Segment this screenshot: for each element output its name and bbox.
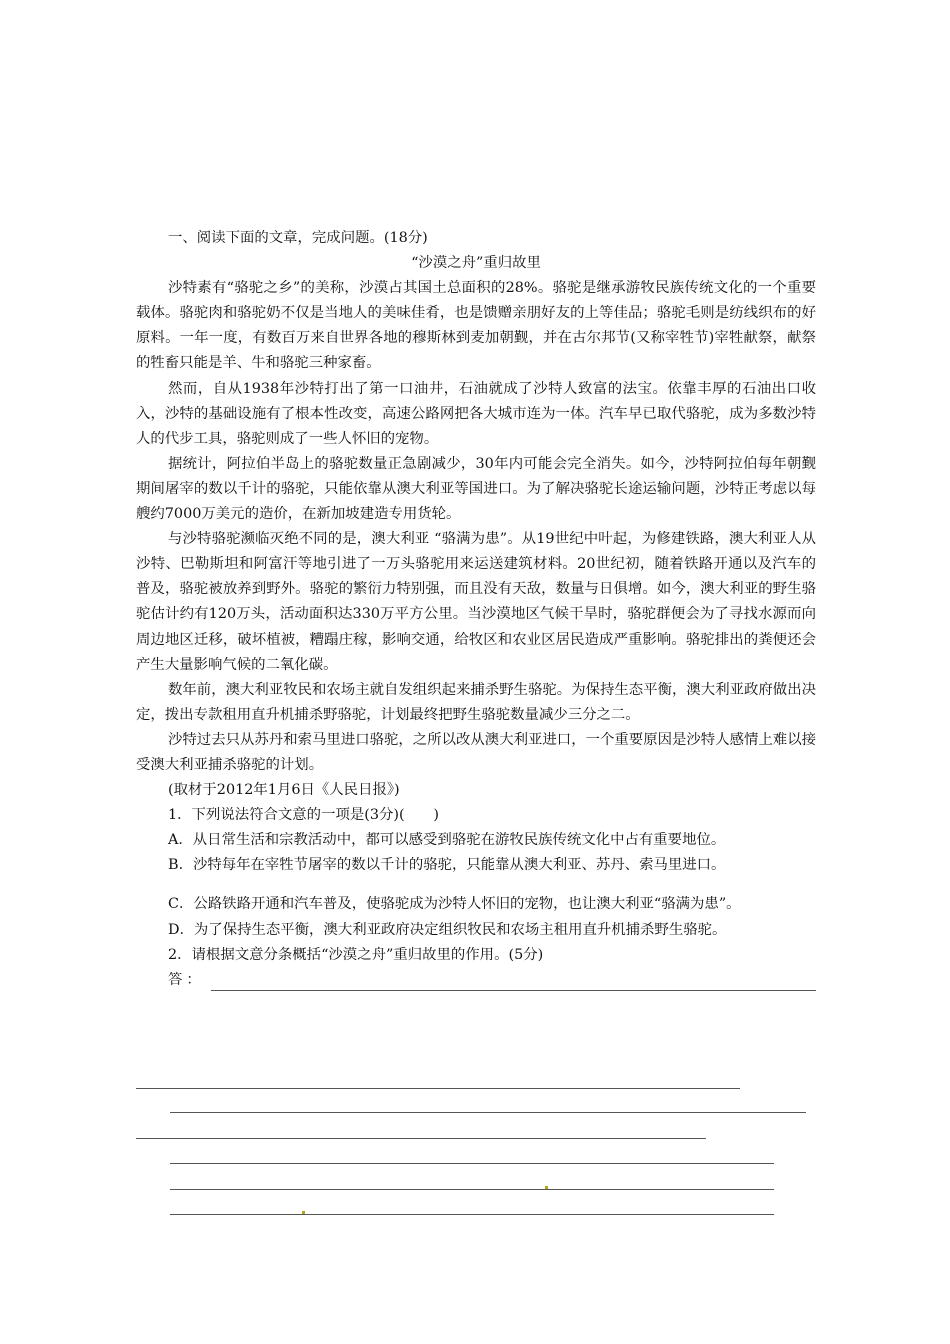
- option-d: D．为了保持生态平衡，澳大利亚政府决定组织牧民和农场主租用直升机捕杀野生骆驼。: [168, 921, 727, 938]
- answer-line-3[interactable]: [170, 1112, 806, 1113]
- article-source: (取材于2012年1月6日《人民日报》): [168, 782, 400, 799]
- question-1: 1．下列说法符合文意的一项是(3分)( ): [168, 807, 440, 824]
- scan-mark: [545, 1186, 548, 1189]
- section-heading: 一、阅读下面的文章，完成问题。(18分): [168, 230, 428, 246]
- article-paragraph-2: 然而，自从1938年沙特打出了第一口油井，石油就成了沙特人致富的法宝。依靠丰厚的石油出口收入，沙特的基础设施有了根本性改变，高速公路网把各大城市连为一体。汽车早已取代骆驼，成为多数沙特人的代步工具，骆驼则成了一些人怀旧的宠物。: [136, 380, 816, 447]
- article-paragraph-1: 沙特素有“骆驼之乡”的美称，沙漠占其国土总面积的28%。骆驼是继承游牧民族传统文化的一个重要载体。骆驼肉和骆驼奶不仅是当地人的美味佳肴，也是馈赠亲朋好友的上等佳品；骆驼毛则是纺线织布的好原料。一年一度，有数百万来自世界各地的穆斯林到麦加朝觐，并在古尔邦节(又称宰牲节)宰牲献祭，献祭的牲畜只能是羊、牛和骆驼三种家畜。: [136, 280, 816, 372]
- answer-line-5[interactable]: [170, 1163, 774, 1164]
- answer-line-7[interactable]: [170, 1214, 774, 1215]
- answer-label: 答：: [168, 971, 205, 988]
- answer-line-4[interactable]: [136, 1138, 706, 1139]
- exam-content: [136, 226, 816, 993]
- question-2: 2．请根据文意分条概括“沙漠之舟”重归故里的作用。(5分): [168, 946, 544, 963]
- answer-line-1[interactable]: [211, 990, 816, 991]
- article-title: “沙漠之舟”重归故里: [411, 255, 541, 272]
- option-b: B．沙特每年在宰牲节屠宰的数以千计的骆驼，只能靠从澳大利亚、苏丹、索马里进口。: [168, 857, 726, 874]
- article-paragraph-4: 与沙特骆驼濒临灭绝不同的是，澳大利亚 “骆满为患”。从19世纪中叶起，为修建铁路，澳大利亚人从沙特、巴勒斯坦和阿富汗等地引进了一万头骆驼用来运送建筑材料。20世纪初，随着铁路开通以及汽车的普及，骆驼被放养到野外。骆驼的繁衍力特别强，而且没有天敌，数量与日俱增。如今，澳大利亚的野生骆驼估计约有120万头，活动面积达330万平方公里。当沙漠地区气候干旱时，骆驼群便会为了寻找水源而向周边地区迁移，破坏植被，糟蹋庄稼，影响交通，给牧区和农业区居民造成严重影响。骆驼排出的粪便还会产生大量影响气候的二氧化碳。: [136, 531, 816, 673]
- article-paragraph-6: 沙特过去只从苏丹和索马里进口骆驼，之所以改从澳大利亚进口，一个重要原因是沙特人感情上难以接受澳大利亚捕杀骆驼的计划。: [136, 731, 816, 773]
- option-c: C．公路铁路开通和汽车普及，使骆驼成为沙特人怀旧的宠物，也让澳大利亚“骆满为患”。: [168, 896, 741, 913]
- article-paragraph-3: 据统计，阿拉伯半岛上的骆驼数量正急剧减少，30年内可能会完全消失。如今，沙特阿拉伯每年朝觐期间屠宰的数以千计的骆驼，只能依靠从澳大利亚等国进口。为了解决骆驼长途运输问题，沙特正考虑以每艘约7000万美元的造价，在新加坡建造专用货轮。: [136, 455, 816, 523]
- answer-line-6[interactable]: [170, 1189, 774, 1190]
- answer-line-2[interactable]: [136, 1088, 740, 1089]
- scan-mark: [302, 1211, 305, 1214]
- article-paragraph-5: 数年前，澳大利亚牧民和农场主就自发组织起来捕杀野生骆驼。为保持生态平衡，澳大利亚政府做出决定，拨出专款租用直升机捕杀野骆驼，计划最终把野生骆驼数量减少三分之二。: [136, 681, 816, 723]
- option-a: A．从日常生活和宗教活动中，都可以感受到骆驼在游牧民族传统文化中占有重要地位。: [168, 832, 726, 849]
